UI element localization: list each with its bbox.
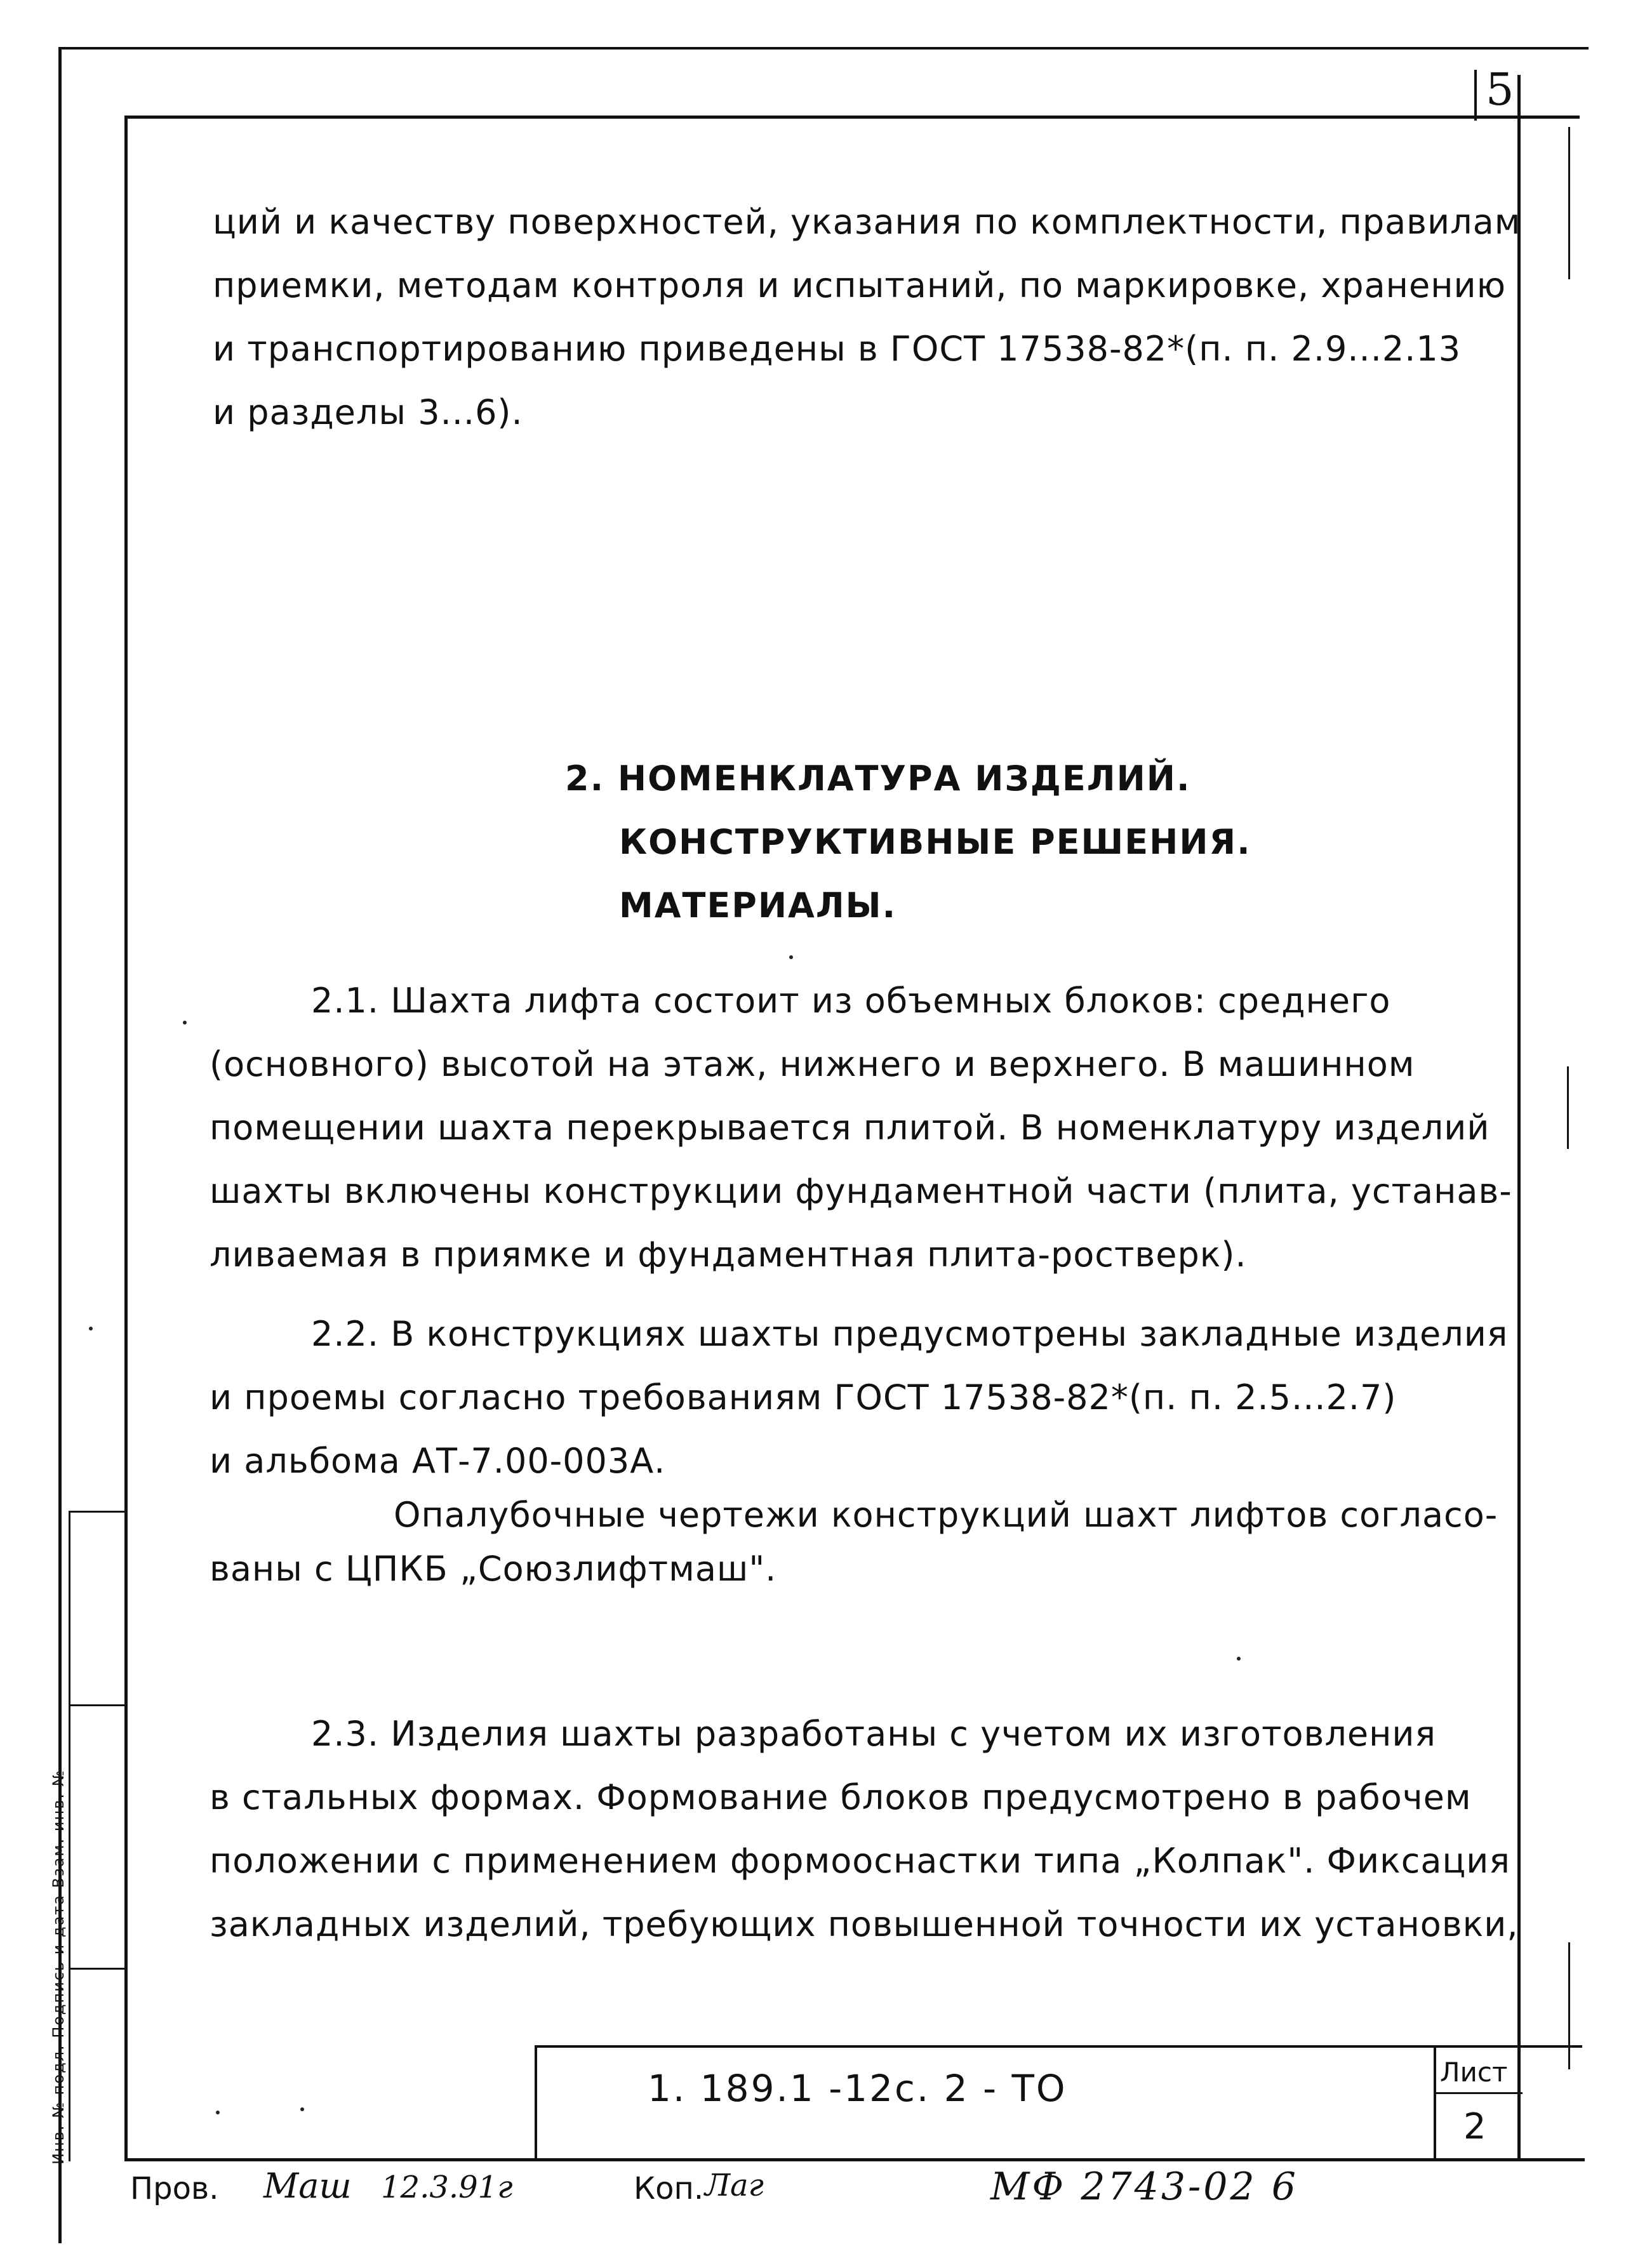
- side-stamp-text: Инв. № подл. Подпись и дата Взам. инв. №: [50, 1769, 67, 2165]
- stamp-top-line: [535, 2045, 1582, 2048]
- p21-line-1: 2.1. Шахта лифта состоит из объемных блоков: среднего: [311, 981, 1391, 1021]
- archive-number: МФ 2743-02 6: [990, 2165, 1298, 2209]
- stamp-sheet-divider: [1434, 2045, 1436, 2161]
- outer-top-line: [58, 47, 1589, 50]
- p21-line-4: шахты включены конструкции фундаментной части (плита, устанав-: [210, 1171, 1512, 1211]
- frame-right-line: [1517, 75, 1521, 2161]
- frame-left-line: [124, 116, 128, 2161]
- checked-signature: Маш: [263, 2166, 352, 2206]
- p23-line-4: закладных изделий, требующих повышенной точности их установки,: [210, 1904, 1519, 1944]
- scan-speck: [89, 1327, 93, 1330]
- note-line-1: Опалубочные чертежи конструкций шахт лифтов согласо-: [394, 1495, 1498, 1535]
- section-heading-line-3: МАТЕРИАЛЫ.: [619, 885, 897, 925]
- scan-speck: [1237, 1657, 1241, 1661]
- intro-line-1: ций и качеству поверхностей, указания по комплектности, правилам: [213, 202, 1521, 242]
- p22-line-2: и проемы согласно требованиям ГОСТ 17538-82*(п. п. 2.5...2.7): [210, 1377, 1397, 1417]
- copied-label: Коп.: [634, 2171, 704, 2206]
- document-code: 1. 189.1 -12с. 2 - ТО: [648, 2067, 1067, 2110]
- p21-line-2: (основного) высотой на этаж, нижнего и верхнего. В машинном: [210, 1044, 1415, 1084]
- frame-bottom-line: [124, 2158, 1585, 2161]
- checked-label: Пров.: [130, 2171, 219, 2206]
- side-stamp-divider: [69, 1968, 127, 1970]
- side-stamp-divider: [69, 1511, 127, 1513]
- p21-line-3: помещении шахта перекрывается плитой. В номенклатуру изделий: [210, 1108, 1490, 1148]
- scan-speck: [789, 955, 793, 959]
- page-tag: 5: [1486, 63, 1514, 116]
- p23-line-2: в стальных формах. Формование блоков предусмотрено в рабочем: [210, 1777, 1472, 1817]
- side-stamp-divider: [69, 1704, 127, 1706]
- section-heading-line-1: 2. НОМЕНКЛАТУРА ИЗДЕЛИЙ.: [565, 759, 1191, 799]
- copied-signature: Лаг: [705, 2168, 764, 2203]
- right-margin-mark: [1568, 1942, 1570, 2069]
- intro-line-3: и транспортированию приведены в ГОСТ 17538-82*(п. п. 2.9...2.13: [213, 329, 1462, 369]
- sheet-number: 2: [1463, 2106, 1486, 2147]
- p22-line-3: и альбома АТ-7.00-003А.: [210, 1441, 666, 1481]
- frame-top-line: [124, 116, 1580, 119]
- intro-line-4: и разделы 3...6).: [213, 392, 523, 432]
- right-margin-mark: [1567, 1066, 1569, 1149]
- stamp-left-line: [535, 2045, 537, 2161]
- scan-speck: [183, 1021, 187, 1025]
- intro-line-2: приемки, методам контроля и испытаний, по маркировке, хранению: [213, 265, 1507, 305]
- scan-speck: [216, 2111, 220, 2114]
- page-tag-box-left: [1474, 70, 1477, 121]
- section-heading-line-2: КОНСТРУКТИВНЫЕ РЕШЕНИЯ.: [619, 822, 1251, 862]
- side-stamp: [46, 1504, 71, 2165]
- p21-line-5: ливаемая в приямке и фундаментная плита-ростверк).: [210, 1235, 1247, 1275]
- p23-line-1: 2.3. Изделия шахты разработаны с учетом их изготовления: [311, 1714, 1437, 1754]
- right-margin-mark: [1568, 127, 1570, 279]
- stamp-sheet-hline: [1434, 2092, 1523, 2094]
- checked-date: 12.3.91г: [381, 2170, 513, 2205]
- scan-speck: [300, 2107, 304, 2111]
- p23-line-3: положении с применением формооснастки типа „Колпак". Фиксация: [210, 1841, 1510, 1881]
- p22-line-1: 2.2. В конструкциях шахты предусмотрены закладные изделия: [311, 1314, 1509, 1354]
- sheet-label: Лист: [1440, 2057, 1508, 2088]
- note-line-2: ваны с ЦПКБ „Союзлифтмаш".: [210, 1549, 777, 1589]
